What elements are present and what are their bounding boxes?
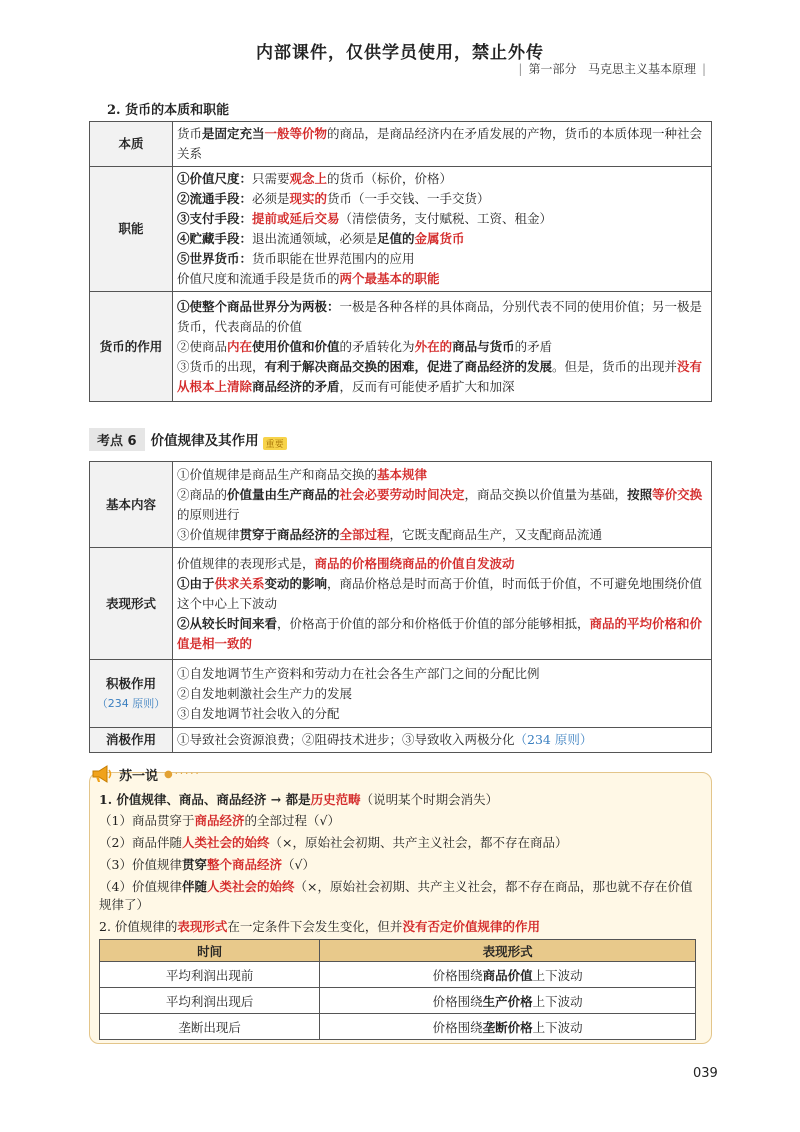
- su-line: （3）价值规律贯穿整个商品经济（√）: [99, 857, 315, 872]
- suyishuo-heading: [91, 764, 201, 784]
- table-cell: 价格围绕商品价值上下波动: [320, 962, 696, 988]
- page-header-title: 内部课件，仅供学员使用，禁止外传: [256, 43, 544, 63]
- section-title: 2. 货币的本质和职能: [107, 103, 230, 118]
- row-value: ①价值尺度：只需要观念上的货币（标价，价格） ②流通手段：必须是现实的货币（一手交钱、一手交货） ③支付手段：提前或延后交易（清偿债务，支付赋税、工资、租金） ④贮藏手段：退出流通领域，必须是足值的金属货币 ⑤世界货币：货币职能在世界范围内的应用 价值尺度和流通手段是货币的两个最基本的职能: [173, 167, 712, 292]
- row-key: 货币的作用: [90, 292, 173, 402]
- decor-dots: ●·····: [164, 768, 201, 780]
- important-tag: 重要: [263, 437, 287, 450]
- row-key: [90, 660, 173, 728]
- row-value: 价值规律的表现形式是，商品的价格围绕商品的价值自发波动 ①由于供求关系变动的影响，商品价格总是时而高于价值，时而低于价值，不可避免地围绕价值这个中心上下波动 ②从较长时间来看，价格高于价值的部分和价格低于价值的部分能够相抵，商品的平均价格和价值是相一致的: [173, 548, 712, 660]
- list-item: ①导致社会资源浪费；②阻碍技术进步；③导致收入两极分化: [177, 732, 515, 747]
- row-value: [173, 728, 712, 753]
- table-row: [100, 962, 696, 988]
- table-row: [90, 728, 712, 753]
- row-key: 职能: [90, 167, 173, 292]
- row-key: 表现形式: [90, 548, 173, 660]
- list-item: ②自发地刺激社会生产力的发展: [177, 685, 353, 701]
- table-row: [90, 462, 712, 548]
- table-cell: 价格围绕垄断价格上下波动: [320, 1014, 696, 1040]
- row-key: 本质: [90, 122, 173, 167]
- su-line: 1. 价值规律、商品、商品经济 → 都是历史范畴（说明某个时期会消失）: [99, 792, 499, 807]
- su-line: （1）商品贯穿于商品经济的全部过程（√）: [99, 813, 340, 828]
- table-header-row: [100, 940, 696, 962]
- table-cell: 平均利润出现后: [100, 988, 320, 1014]
- list-item: ①自发地调节生产资料和劳动力在社会各生产部门之间的分配比例: [177, 665, 540, 681]
- column-header: 时间: [100, 940, 320, 962]
- su-line: 2. 价值规律的表现形式在一定条件下会发生变化，但并没有否定价值规律的作用: [99, 919, 540, 934]
- suyishuo-title: 苏一说: [119, 768, 159, 784]
- kaodian-badge: 考点 6: [89, 428, 145, 451]
- performance-table: [99, 939, 696, 1040]
- part-label: 第一部分: [528, 62, 577, 76]
- row-value: ①使整个商品世界分为两极：一极是各种各样的具体商品，分别代表不同的使用价值；另一极是货币，代表商品的价值 ②使商品内在使用价值和价值的矛盾转化为外在的商品与货币的矛盾 ③货币的出现，有利于解决商品交换的困难，促进了商品经济的发展。但是，货币的出现并没有从根本上清除商品经济的矛盾，反而有可能使矛盾扩大和加深: [173, 292, 712, 402]
- list-item: ③自发地调节社会收入的分配: [177, 705, 340, 721]
- table-cell: 平均利润出现前: [100, 962, 320, 988]
- table-row: [100, 988, 696, 1014]
- part-name: 马克思主义基本原理: [587, 62, 696, 76]
- kaodian-heading: [89, 428, 287, 450]
- table-cell: 垄断出现后: [100, 1014, 320, 1040]
- row-value: ①价值规律是商品生产和商品交换的基本规律 ②商品的价值量由生产商品的社会必要劳动时间决定，商品交换以价值量为基础，按照等价交换的原则进行 ③价值规律贯穿于商品经济的全部过程，它既支配商品生产，又支配商品流通: [173, 462, 712, 548]
- chapter-header: | 第一部分 马克思主义基本原理 |: [518, 62, 706, 76]
- table-row: [90, 167, 712, 292]
- principle-note: （234 原则）: [514, 732, 593, 747]
- value-law-table: [89, 461, 712, 753]
- table-row: [90, 660, 712, 728]
- table-row: [90, 122, 712, 167]
- table-row: [90, 548, 712, 660]
- row-key: 消极作用: [90, 728, 173, 753]
- su-line: （2）商品伴随人类社会的始终（×，原始社会初期、共产主义社会，都不存在商品）: [99, 835, 568, 850]
- page-number: 039: [693, 1066, 718, 1081]
- table-cell: 价格围绕生产价格上下波动: [320, 988, 696, 1014]
- row-value: [173, 660, 712, 728]
- su-line: （4）价值规律伴随人类社会的始终（×，原始社会初期、共产主义社会，都不存在商品，那也就不存在价值规律了）: [99, 879, 693, 912]
- table-row: [100, 1014, 696, 1040]
- column-header: 表现形式: [320, 940, 696, 962]
- kaodian-title: 价值规律及其作用: [150, 433, 259, 449]
- row-key: 基本内容: [90, 462, 173, 548]
- table-row: [90, 292, 712, 402]
- money-table: [89, 121, 712, 402]
- megaphone-icon: [91, 764, 113, 784]
- row-value: 货币是固定充当一般等价物的商品，是商品经济内在矛盾发展的产物，货币的本质体现一种社会关系: [173, 122, 712, 167]
- principle-note: （234 原则）: [96, 696, 166, 710]
- row-key-label: 积极作用: [105, 675, 156, 691]
